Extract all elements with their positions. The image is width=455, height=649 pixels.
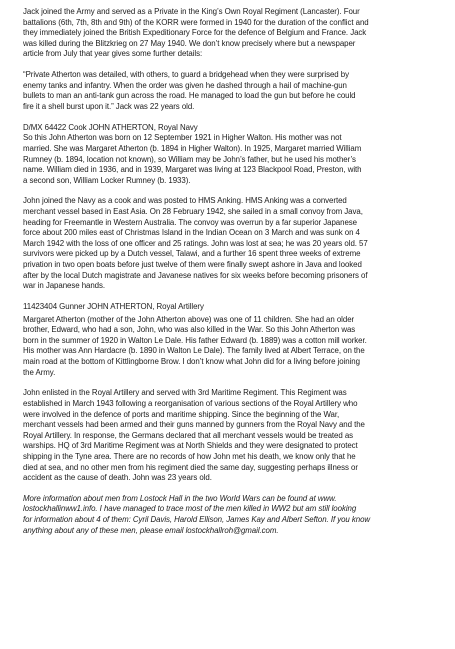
text-line: were involved in the defence of ports and maritime shipping. Since the beginning of the War, — [23, 409, 340, 419]
text-line: main road at the bottom of Kittlingborne Brow. I don’t know what John did for a living before joining — [23, 356, 360, 366]
text-line: fire it a shell burst upon it.” Jack was 22 years old. — [23, 101, 195, 111]
text-line: married. She was Margaret Atherton (b. 1894 in Higher Walton). In 1925, Margaret married William — [23, 143, 362, 153]
text-line: established in March 1943 following a reorganisation of various sections of the Royal Artillery who — [23, 398, 358, 408]
text-line: survivors were picked up by a Dutch vessel, Talawi, and a further 16 spent three weeks of extreme — [23, 249, 361, 259]
text-line: merchant vessel based in East Asia. On 28 February 1942, she sailed in a small convoy from Java, — [23, 207, 363, 217]
text-line: His mother was Ann Hardacre (b. 1890 in Walton Le Dale). The family lived at Albert Terrace, on the — [23, 346, 365, 356]
text-line: John enlisted in the Royal Artillery and served with 3rd Maritime Regiment. This Regiment was — [23, 388, 347, 398]
text-line: March 1942 with the loss of one officer and 25 ratings. John was lost at sea; he was 20 years old. 57 — [23, 238, 368, 248]
text-line: was killed during the Blitzkrieg on 27 May 1940. We don’t know precisely where but a newspaper — [23, 38, 356, 48]
paragraph-more-information — [23, 494, 445, 536]
text-line: battalions (6th, 7th, 8th and 9th) of the KORR were formed in 1940 for the duration of the conflict and — [23, 17, 369, 27]
section-heading-royal-artillery — [23, 302, 445, 313]
text-line: anything about any of these men, please email lostockhallroh@gmail.com. — [23, 525, 279, 535]
text-line: heading for Freemantle in Western Australia. The convoy was overrun by a far superior Japanese — [23, 217, 357, 227]
section-heading-text: 11423404 Gunner JOHN ATHERTON, Royal Artillery — [23, 302, 204, 311]
text-line: name. William died in 1936, and in 1939, Margaret was living at 123 Blackpool Road, Preston, with — [23, 165, 362, 175]
text-line: died at sea, and no other men from his regiment died the same day, suggesting perhaps illness or — [23, 462, 358, 472]
text-line: So this John Atherton was born on 12 September 1921 in Higher Walton. His mother was not — [23, 133, 342, 143]
text-line: born in the summer of 1920 in Walton Le Dale. His father Edward (b. 1889) was a cotton mill worker. — [23, 335, 367, 345]
text-line: Jack joined the Army and served as a Private in the King’s Own Royal Regiment (Lancaster). Four — [23, 7, 360, 16]
paragraph-jack-army — [23, 7, 445, 60]
text-line: brother, Edward, who had a son, John, who was also killed in the War. So this John Atherton was — [23, 325, 356, 335]
text-line: merchant vessels had been armed and their guns manned by gunners from the Royal Navy and the — [23, 420, 365, 430]
text-line: after by the local Dutch magistrate and Javanese natives for six weeks before becoming prisoners of — [23, 270, 368, 280]
text-line: Rumney (b. 1894, location not known), so William may be John’s father, but he used his mother’s — [23, 154, 356, 164]
text-line: privation in two open boats before just twelve of them were finally swept ashore in Java and looked — [23, 260, 362, 270]
text-line: Royal Artillery. In response, the Germans declared that all merchant vessels would be treated as — [23, 430, 354, 440]
text-line: accident as the cause of death. John was 23 years old. — [23, 473, 212, 483]
text-line: warships. HQ of 3rd Maritime Regiment was at North Shields and they were designated to protect — [23, 441, 358, 451]
text-line: Margaret Atherton (mother of the John Atherton above) was one of 11 children. She had an older — [23, 314, 355, 324]
text-line: More information about men from Lostock Hall in the two World Wars can be found at www. — [23, 493, 337, 503]
paragraph-newspaper-quote — [23, 70, 445, 112]
text-line: bullets to man an anti-tank gun across the road. He managed to load the gun but before he could — [23, 91, 356, 101]
text-line: the Army. — [23, 367, 56, 377]
text-line: a second son, William Locker Rumney (b. 1933). — [23, 175, 191, 185]
text-line: enemy tanks and infantry. When the order was given he dashed through a hail of machine-gun — [23, 80, 347, 90]
text-line: shipping in the Tyne area. There are no records of how John met his death, we know only that he — [23, 451, 356, 461]
paragraph-hms-anking — [23, 196, 445, 291]
text-line: force about 200 miles east of Christmas Island in the Indian Ocean on 3 March and was sunk on 4 — [23, 228, 360, 238]
text-line: lostockhallinww1.info. I have managed to trace most of the men killed in WW2 but am still looking — [23, 504, 357, 514]
text-line: for information about 4 of them: Cyril Davis, Harold Ellison, James Kay and Albert Sefton. If you know — [23, 515, 371, 525]
text-line: war in Japanese hands. — [23, 281, 106, 291]
text-line: they immediately joined the British Expeditionary Force for the defence of Belgium and France. Jack — [23, 28, 367, 38]
text-line: John joined the Navy as a cook and was posted to HMS Anking. HMS Anking was a converted — [23, 196, 347, 206]
section-heading-royal-navy — [23, 123, 445, 134]
paragraph-john-artillery-family — [23, 315, 445, 379]
text-line: article from July that year gives some further details: — [23, 49, 203, 59]
text-line: “Private Atherton was detailed, with others, to guard a bridgehead when they were surprised by — [23, 70, 349, 80]
paragraph-john-navy-birth — [23, 133, 445, 186]
section-heading-text: D/MX 64422 Cook JOHN ATHERTON, Royal Navy — [23, 122, 198, 132]
paragraph-maritime-regiment — [23, 388, 445, 483]
